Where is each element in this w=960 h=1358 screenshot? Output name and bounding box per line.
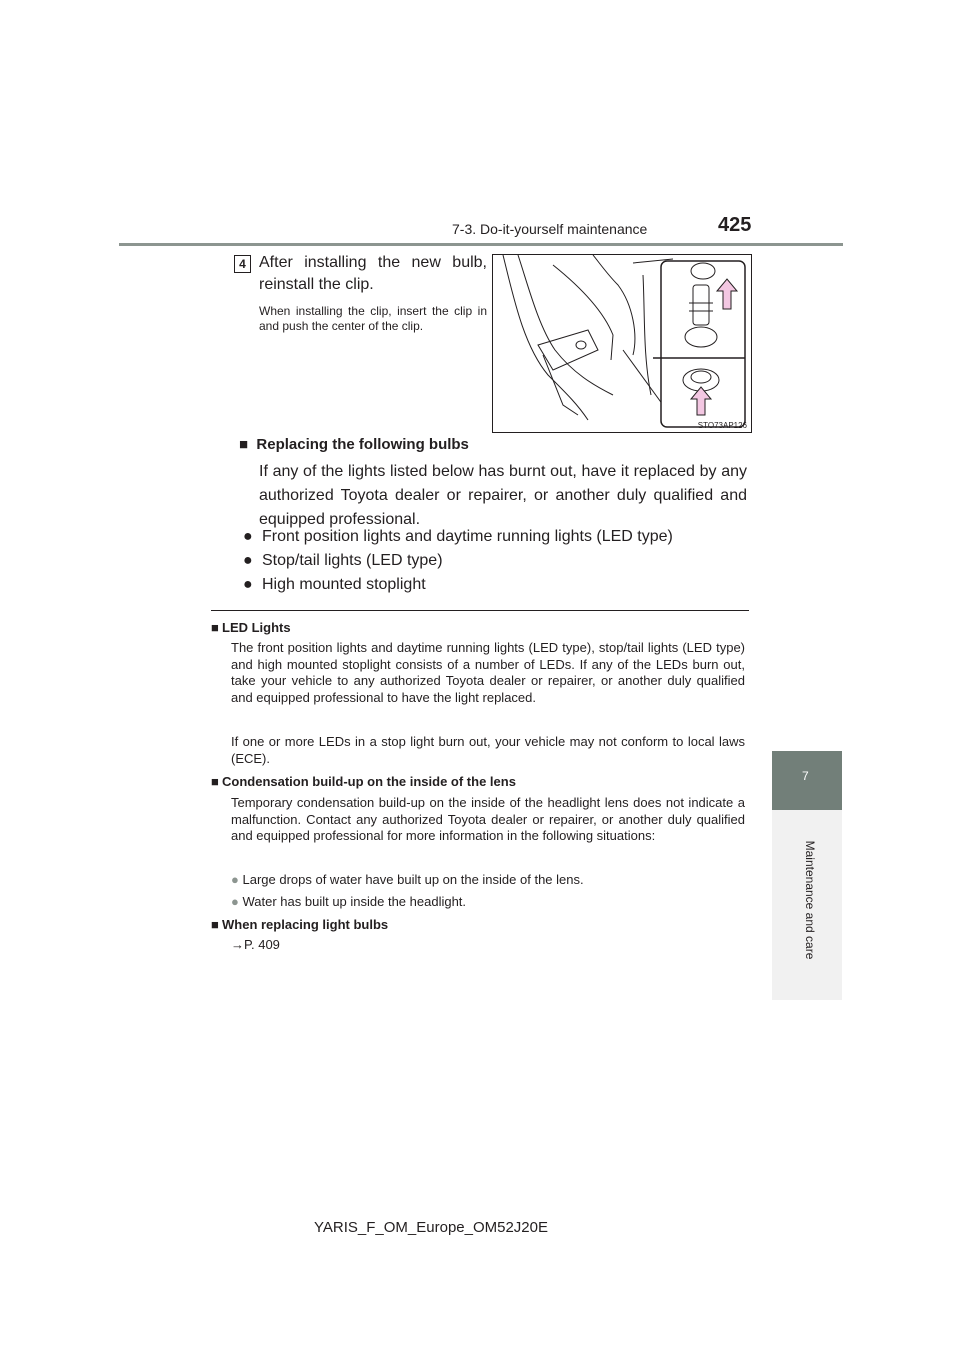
- note-heading: ■ Condensation build-up on the inside of the lens: [211, 774, 516, 789]
- bullet-icon: ●: [243, 528, 253, 545]
- step-note: When installing the clip, insert the clip in and push the center of the clip.: [259, 304, 487, 333]
- header-rule: [119, 243, 843, 246]
- section-paragraph: If any of the lights listed below has burnt out, have it replaced by any authorized Toyota dealer or repairer, or another duly qualified and equipped professional.: [259, 463, 747, 528]
- bullet-icon: ●: [243, 576, 253, 593]
- section-title: 7-3. Do-it-yourself maintenance: [452, 221, 648, 237]
- page-reference: →P. 409: [231, 937, 280, 952]
- note-heading: ■ LED Lights: [211, 620, 291, 635]
- chapter-tab: [772, 751, 842, 810]
- note-paragraph: Temporary condensation build-up on the inside of the headlight lens does not indicate a malfunction. Contact any authorized Toyota dealer or repairer, or another duly qualified and equipped professional for more information in the following situations:: [231, 795, 745, 843]
- list-item: ● Water has built up inside the headlight.: [231, 894, 467, 909]
- list-item: ● Stop/tail lights (LED type): [243, 552, 443, 569]
- note-paragraph: If one or more LEDs in a stop light burn out, your vehicle may not conform to local laws (ECE).: [231, 734, 745, 766]
- divider: [211, 610, 749, 611]
- note-paragraph: The front position lights and daytime running lights (LED type), stop/tail lights (LED type) and high mounted stoplight consists of a number of LEDs. If any of the LEDs burn out, take your vehicle to any authorized Toyota dealer or repairer, or another duly qualified and equipped professional to have the light replaced.: [231, 640, 745, 705]
- square-icon: ■: [239, 436, 257, 453]
- bullet-icon: ●: [231, 894, 239, 909]
- section-heading-text: Replacing the following bulbs: [256, 436, 469, 453]
- list-item: ● Front position lights and daytime running lights (LED type): [243, 528, 673, 545]
- section-heading: [239, 436, 469, 453]
- note-heading: ■ When replacing light bulbs: [211, 917, 389, 932]
- clip-illustration: [492, 254, 752, 433]
- headlight-clip-drawing: [493, 255, 751, 432]
- step-instruction: After installing the new bulb, reinstall the clip.: [259, 254, 487, 293]
- list-item: ● Large drops of water have built up on the inside of the lens.: [231, 872, 584, 887]
- chapter-title-tab: [772, 810, 842, 1000]
- figure-code: STO73AP126: [697, 421, 747, 430]
- step-number-box: 4: [234, 255, 251, 273]
- chapter-number: 7: [802, 769, 809, 783]
- bullet-icon: ●: [231, 872, 239, 887]
- square-icon: ■: [211, 620, 219, 635]
- bullet-icon: ●: [243, 552, 253, 569]
- square-icon: ■: [211, 917, 219, 932]
- square-icon: ■: [211, 774, 219, 789]
- page-number: 425: [718, 214, 752, 236]
- list-item: ● High mounted stoplight: [243, 576, 426, 593]
- footer-code: YARIS_F_OM_Europe_OM52J20E: [314, 1219, 549, 1236]
- chapter-title: Maintenance and care: [803, 840, 817, 960]
